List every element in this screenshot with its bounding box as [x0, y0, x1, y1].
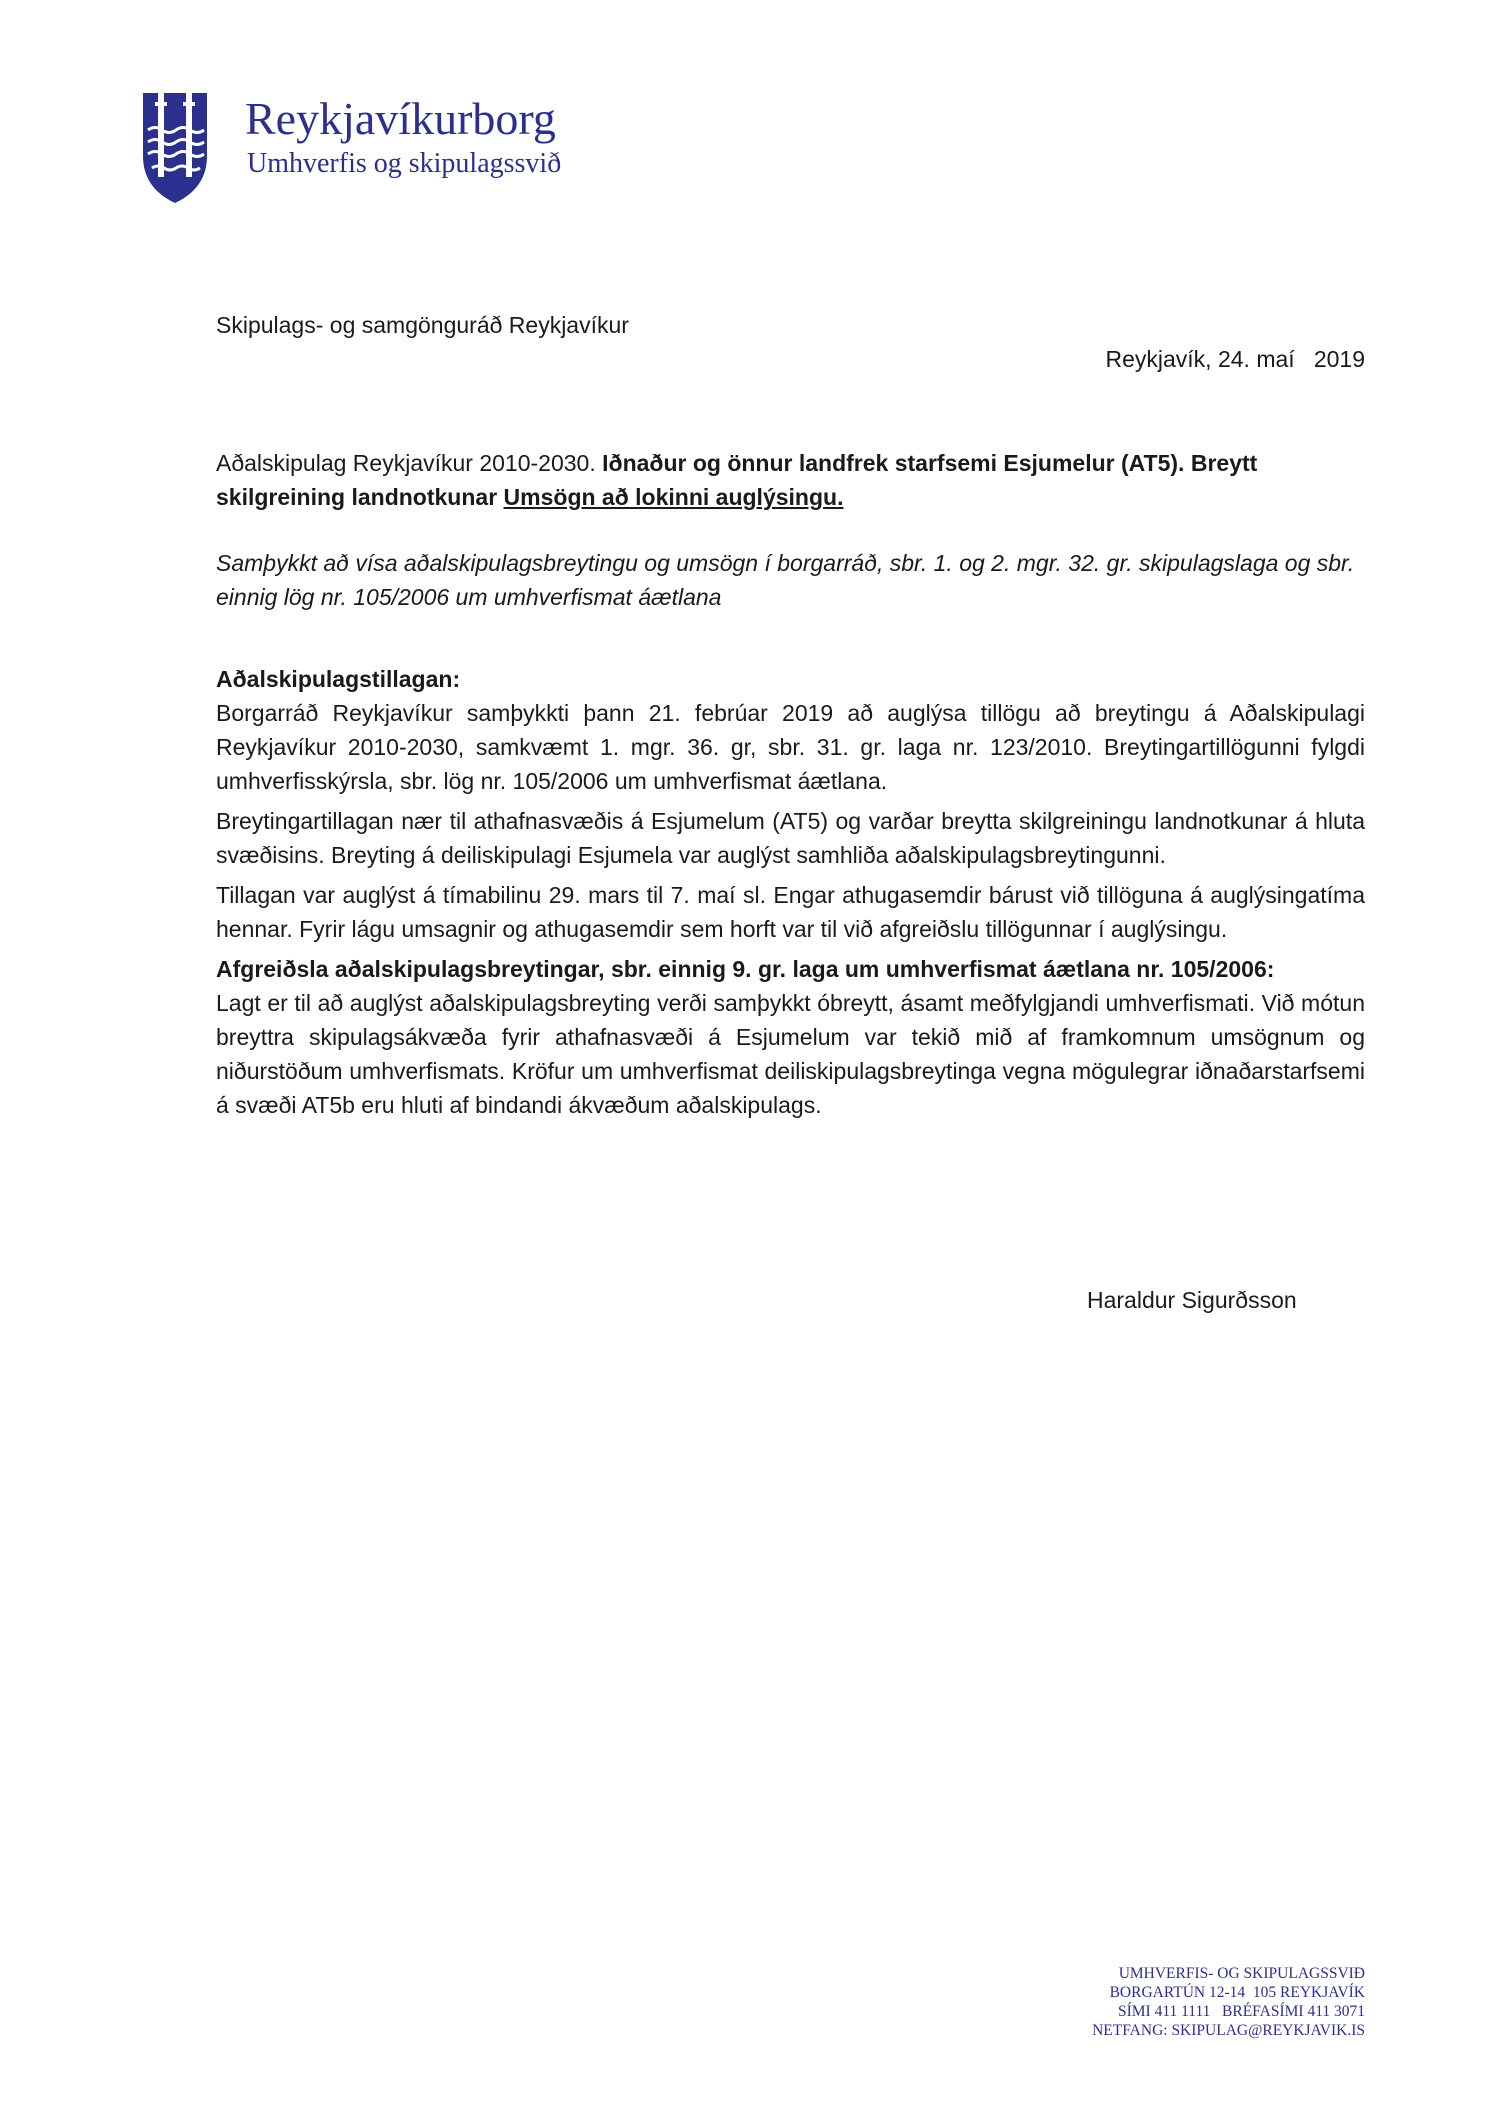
footer-line: BORGARTÚN 12-14 105 REYKJAVÍK: [1109, 1984, 1365, 2001]
signature: Haraldur Sigurðsson: [1087, 1287, 1297, 1313]
paragraph: Lagt er til að auglýst aðalskipulagsbreyting verði samþykkt óbreytt, ásamt meðfylgjandi umhverfismati. Við mótun breyttra skipulagsákvæða fyrir athafnasvæði á Esjumelum var tekið mið af framkomnum umsögnum og niðurstöðum umhverfismats. Kröfur um umhverfismat deiliskipulagsbreytinga vegna mögulegrar iðnaðarstarfsemi á svæði AT5b eru hluti af bindandi ákvæðum aðalskipulags.: [216, 990, 1365, 1118]
footer-email: NETFANG: SKIPULAG@REYKJAVIK.IS: [1092, 2022, 1365, 2039]
subject-plain: Aðalskipulag Reykjavíkur 2010-2030.: [216, 450, 603, 476]
reykjavik-coat-of-arms-icon: [140, 90, 210, 206]
department-name: Umhverfis og skipulagssvið: [247, 148, 562, 179]
footer-address: [1092, 1964, 1365, 2040]
org-name: Reykjavíkurborg: [245, 93, 556, 144]
subject-bold: Iðnaður og önnur landfrek starfsemi Esjumelur (AT5). Breytt skilgreining landnotkunar: [216, 450, 1258, 510]
paragraph: Borgarráð Reykjavíkur samþykkti þann 21. febrúar 2019 að auglýsa tillögu að breytingu á Aðalskipulagi Reykjavíkur 2010-2030, samkvæmt 1. mgr. 36. gr, sbr. 31. gr. laga nr. 123/2010. Breytingartillögunni fylgdi umhverfisskýrsla, sbr. lög nr. 105/2006 um umhverfismat áætlana.: [216, 700, 1365, 794]
paragraph: Tillagan var auglýst á tímabilinu 29. mars til 7. maí sl. Engar athugasemdir bárust við tillöguna á auglýsingatíma hennar. Fyrir lágu umsagnir og athugasemdir sem horft var til við afgreiðslu tillögunnar í auglýsingu.: [216, 882, 1365, 942]
footer-line: UMHVERFIS- OG SKIPULAGSSVIÐ: [1118, 1965, 1365, 1982]
section-heading: Aðalskipulagstillagan:: [216, 666, 461, 692]
letter-body: [216, 446, 1365, 1128]
section-heading: Afgreiðsla aðalskipulagsbreytingar, sbr. einnig 9. gr. laga um umhverfismat áætlana nr. 105/2006:: [216, 956, 1275, 982]
footer-line: SÍMI 411 1111 BRÉFASÍMI 411 3071: [1117, 2003, 1365, 2020]
paragraph: Breytingartillagan nær til athafnasvæðis á Esjumelum (AT5) og varðar breytta skilgreiningu landnotkunar á hluta svæðisins. Breyting á deiliskipulagi Esjumela var auglýst samhliða aðalskipulagsbreytingunni.: [216, 808, 1365, 868]
recipient: Skipulags- og samgönguráð Reykjavíkur: [216, 312, 629, 338]
letter-date: Reykjavík, 24. maí 2019: [1105, 346, 1365, 372]
approval-note: Samþykkt að vísa aðalskipulagsbreytingu og umsögn í borgarráð, sbr. 1. og 2. mgr. 32. gr. skipulagslaga og sbr. einnig lög nr. 105/2006 um umhverfismat áætlana: [216, 550, 1355, 610]
subject-underlined: Umsögn að lokinni auglýsingu.: [503, 484, 844, 510]
subject-line: [216, 446, 1365, 514]
